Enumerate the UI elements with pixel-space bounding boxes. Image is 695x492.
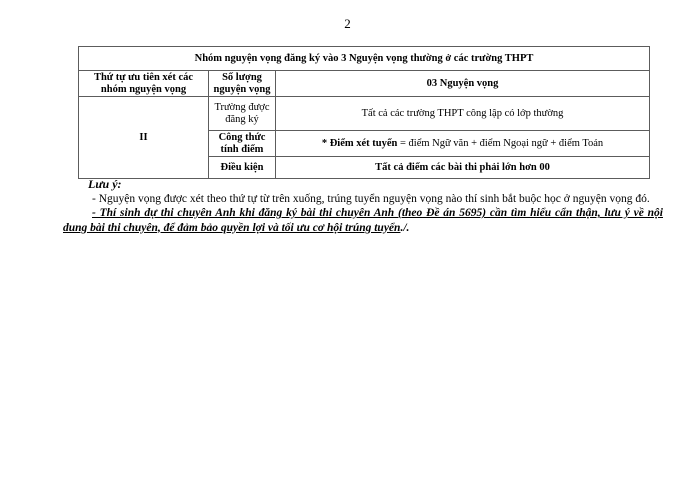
row-value-condition: Tất cả điểm các bài thi phải lớn hơn 00 (276, 157, 650, 179)
table-title-row (79, 47, 650, 71)
row-value-formula (276, 131, 650, 157)
formula-bold-part: * Điểm xét tuyển (321, 137, 398, 149)
notes-heading: Lưu ý: (88, 177, 122, 191)
priority-group-cell: II (79, 97, 209, 179)
formula-rest-part: = điểm Ngữ văn + điểm Ngoại ngữ + điểm Toán (397, 137, 604, 149)
row-value-schools: Tất cả các trường THPT công lập có lớp thường (276, 97, 650, 131)
header-quantity-value: 03 Nguyện vọng (276, 71, 650, 97)
note-item-2 (63, 206, 663, 235)
note-item-2-tail: ./. (400, 221, 410, 234)
note-item-1: - Nguyện vọng được xét theo thứ tự từ trên xuống, trúng tuyển nguyện vọng nào thí sinh bắt buộc học ở nguyện vọng đó. (92, 192, 650, 205)
header-priority-order: Thứ tự ưu tiên xét các nhóm nguyện vọng (79, 71, 209, 97)
table-row-schools (79, 97, 650, 131)
table-header-row (79, 71, 650, 97)
row-label-schools: Trường được đăng ký (209, 97, 276, 131)
row-label-formula: Công thức tính điểm (209, 131, 276, 157)
header-quantity-label: Số lượng nguyện vọng (209, 71, 276, 97)
note-item-2-underlined-text: - Thí sinh dự thi chuyên Anh khi đăng ký bài thi chuyên Anh (theo Đề án 5695) cần tìm hiểu cẩn thận, lưu ý về nội dung bài thi chuyên, để đảm bảo quyền lợi và tối ưu cơ hội trúng tuyển (63, 207, 663, 234)
notes-section (63, 177, 663, 235)
row-label-condition: Điều kiện (209, 157, 276, 179)
admission-preference-table (78, 46, 650, 179)
table-title: Nhóm nguyện vọng đăng ký vào 3 Nguyện vọng thường ở các trường THPT (79, 47, 650, 71)
page-number: 2 (344, 16, 351, 31)
